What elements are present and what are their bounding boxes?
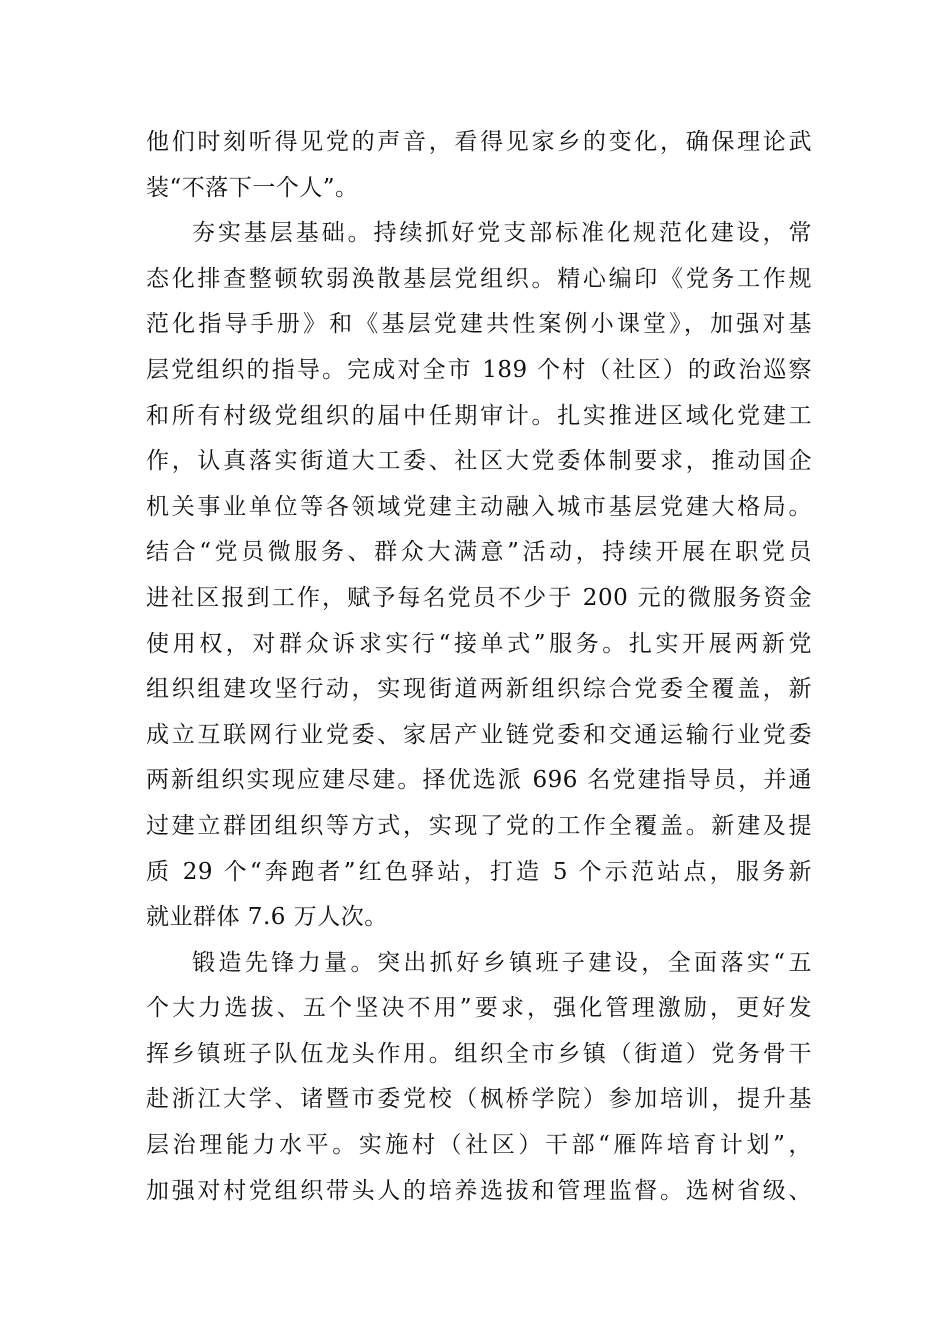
text-line: 范化指导手册》和《基层党建共性案例小课堂》，加强对基	[146, 311, 812, 338]
text-line: 成立互联网行业党委、家居产业链党委和交通运输行业党委	[146, 721, 812, 748]
text-line: 装“不落下一个人”。	[146, 174, 359, 201]
text-line: 过建立群团组织等方式，实现了党的工作全覆盖。新建及提	[146, 812, 812, 839]
paragraph	[146, 120, 812, 211]
text-line: 作，认真落实街道大工委、社区大党委体制要求，推动国企	[146, 448, 812, 475]
text-line: 态化排查整顿软弱涣散基层党组织。精心编印《党务工作规	[146, 265, 812, 292]
text-line: 加强对村党组织带头人的培养选拔和管理监督。选树省级、	[146, 1177, 812, 1204]
text-line: 赴浙江大学、诸暨市委党校（枫桥学院）参加培训，提升基	[146, 1086, 812, 1113]
text-line: 就业群体 7.6 万人次。	[146, 904, 388, 931]
text-line: 个大力选拔、五个坚决不用”要求，强化管理激励，更好发	[146, 995, 812, 1022]
body-text	[146, 120, 812, 1214]
text-line: 组织组建攻坚行动，实现街道两新组织综合党委全覆盖，新	[146, 676, 812, 703]
text-line: 锻造先锋力量。突出抓好乡镇班子建设，全面落实“五	[192, 949, 812, 976]
paragraph	[146, 211, 812, 941]
text-line: 使用权，对群众诉求实行“接单式”服务。扎实开展两新党	[146, 630, 812, 657]
text-line: 层治理能力水平。实施村（社区）干部“雁阵培育计划”，	[146, 1132, 812, 1159]
text-line: 挥乡镇班子队伍龙头作用。组织全市乡镇（街道）党务骨干	[146, 1040, 812, 1067]
text-line: 层党组织的指导。完成对全市 189 个村（社区）的政治巡察	[146, 356, 812, 383]
text-line: 夯实基层基础。持续抓好党支部标准化规范化建设，常	[192, 220, 812, 247]
paragraph	[146, 941, 812, 1215]
text-line: 两新组织实现应建尽建。择优选派 696 名党建指导员，并通	[146, 767, 812, 794]
text-line: 机关事业单位等各领域党建主动融入城市基层党建大格局。	[146, 493, 812, 520]
text-line: 进社区报到工作，赋予每名党员不少于 200 元的微服务资金	[146, 584, 812, 611]
text-line: 质 29 个“奔跑者”红色驿站，打造 5 个示范站点，服务新	[146, 858, 812, 885]
text-line: 结合“党员微服务、群众大满意”活动，持续开展在职党员	[146, 539, 812, 566]
text-line: 和所有村级党组织的届中任期审计。扎实推进区域化党建工	[146, 402, 812, 429]
text-line: 他们时刻听得见党的声音，看得见家乡的变化，确保理论武	[146, 129, 812, 155]
